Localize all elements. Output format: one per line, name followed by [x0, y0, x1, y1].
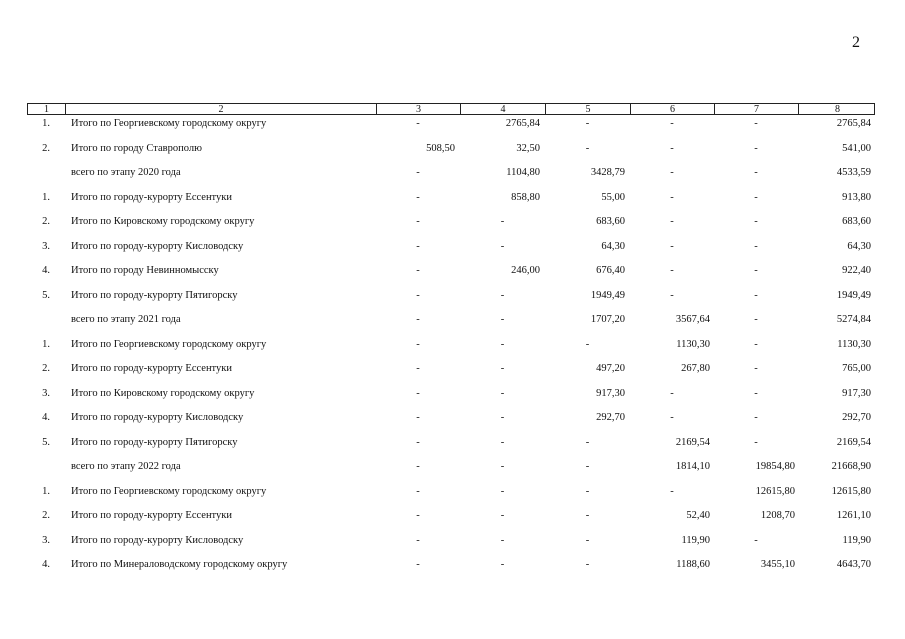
cell-col-5: 676,40 [596, 265, 625, 276]
header-cell-8: 8 [835, 104, 840, 115]
row-number: 3. [42, 387, 50, 399]
table-row [27, 313, 875, 327]
table-row [27, 387, 875, 401]
row-name: Итого по Минераловодскому городскому округу [71, 559, 288, 570]
cell-col-5: 1707,20 [590, 314, 625, 325]
cell-col-6: - [670, 387, 674, 399]
row-name: Итого по городу-курорту Пятигорску [71, 289, 238, 301]
table-row [27, 558, 875, 572]
cell-col-3: - [416, 191, 420, 203]
cell-col-4: 858,80 [511, 191, 540, 203]
cell-col-6: 119,90 [681, 534, 710, 546]
cell-col-7: 1208,70 [760, 510, 795, 521]
row-name: Итого по городу-курорту Ессентуки [71, 363, 232, 374]
cell-col-6: 1130,30 [676, 338, 710, 350]
cell-col-8: 21668,90 [831, 461, 871, 472]
table-row [27, 534, 875, 548]
cell-col-5: - [585, 142, 590, 154]
row-name: всего по этапу 2020 года [71, 167, 181, 178]
cell-col-6: - [670, 412, 674, 423]
row-name: Итого по Георгиевскому городскому округу [71, 338, 267, 350]
cell-col-6: - [670, 118, 674, 129]
row-name: всего по этапу 2022 года [71, 461, 181, 472]
cell-col-8: 119,90 [842, 534, 871, 546]
row-name: Итого по городу-курорту Кисловодску [71, 240, 244, 252]
row-name: всего по этапу 2021 года [71, 314, 181, 325]
cell-col-4: - [500, 485, 505, 497]
row-number: 2. [42, 510, 50, 521]
cell-col-6: 52,40 [686, 510, 710, 521]
row-name: Итого по городу Невинномысску [71, 265, 219, 276]
cell-col-7: - [754, 412, 758, 423]
cell-col-4: - [500, 289, 505, 301]
table-row [27, 166, 875, 180]
row-number: 2. [42, 142, 50, 154]
cell-col-8: 922,40 [842, 265, 871, 276]
row-name: Итого по городу-курорту Кисловодску [71, 534, 244, 546]
cell-col-6: - [670, 142, 674, 154]
cell-col-6: - [670, 191, 674, 203]
cell-col-3: - [416, 387, 420, 399]
cell-col-5: - [585, 118, 590, 129]
cell-col-7: - [754, 534, 758, 546]
cell-col-6: - [670, 289, 674, 301]
cell-col-3: - [416, 314, 420, 325]
cell-col-6: 1814,10 [675, 461, 710, 472]
table-row [27, 436, 875, 450]
table-row [27, 411, 875, 425]
row-number: 2. [42, 363, 50, 374]
table-row [27, 485, 875, 499]
cell-col-3: - [416, 436, 420, 448]
row-name: Итого по городу-курорту Пятигорску [71, 436, 238, 448]
cell-col-5: - [585, 436, 590, 448]
cell-col-3: 508,50 [426, 142, 455, 154]
cell-col-7: - [754, 289, 758, 301]
header-cell-6: 6 [631, 104, 715, 114]
table-row [27, 191, 875, 205]
table-row [27, 142, 875, 156]
cell-col-3: - [416, 534, 420, 546]
cell-col-3: - [416, 363, 420, 374]
cell-col-8: 12615,80 [831, 485, 871, 497]
row-name: Итого по городу-курорту Ессентуки [71, 510, 232, 521]
row-number: 4. [42, 412, 50, 423]
row-name: Итого по городу-курорту Кисловодску [71, 412, 244, 423]
cell-col-8: 1949,49 [836, 289, 871, 301]
table-row [27, 264, 875, 278]
page-number: 2 [852, 34, 860, 51]
cell-col-4: - [500, 363, 505, 374]
cell-col-8: 292,70 [842, 412, 871, 423]
cell-col-6: - [670, 216, 674, 227]
cell-col-8: 2169,54 [836, 436, 871, 448]
cell-col-5: 292,70 [596, 412, 625, 423]
cell-col-5: 64,30 [601, 240, 625, 252]
row-number: 4. [42, 265, 50, 276]
table-header-row [27, 103, 875, 115]
table-row [27, 509, 875, 523]
row-number: 1. [42, 338, 50, 350]
header-cell-4: 4 [461, 104, 546, 114]
cell-col-8: 2765,84 [836, 118, 871, 129]
cell-col-6: - [670, 485, 674, 497]
cell-col-4: - [500, 510, 505, 521]
table-row [27, 289, 875, 303]
cell-col-7: - [754, 240, 758, 252]
cell-col-4: - [500, 412, 505, 423]
cell-col-4: - [500, 314, 505, 325]
cell-col-3: - [416, 559, 420, 570]
cell-col-3: - [416, 412, 420, 423]
row-number: 1. [42, 485, 50, 497]
cell-col-5: 497,20 [596, 363, 625, 374]
cell-col-8: 5274,84 [836, 314, 871, 325]
table-row [27, 117, 875, 131]
header-cell-3: 3 [377, 104, 461, 114]
cell-col-8: 917,30 [842, 387, 871, 399]
cell-col-8: 1130,30 [837, 338, 871, 350]
row-name: Итого по Кировскому городскому округу [71, 216, 255, 227]
cell-col-5: - [585, 485, 590, 497]
cell-col-6: - [670, 167, 674, 178]
cell-col-4: 2765,84 [505, 118, 540, 129]
cell-col-4: - [500, 436, 505, 448]
row-number: 3. [42, 240, 50, 252]
table-row [27, 362, 875, 376]
cell-col-8: 765,00 [842, 363, 871, 374]
cell-col-7: - [754, 265, 758, 276]
cell-col-6: 267,80 [681, 363, 710, 374]
cell-col-6: 1188,60 [676, 559, 710, 570]
cell-col-5: 917,30 [596, 387, 625, 399]
cell-col-3: - [416, 216, 420, 227]
cell-col-5: 3428,79 [590, 167, 625, 178]
cell-col-8: 64,30 [847, 240, 871, 252]
cell-col-7: - [754, 338, 758, 350]
cell-col-3: - [416, 265, 420, 276]
cell-col-3: - [416, 338, 420, 350]
table-row [27, 215, 875, 229]
row-name: Итого по Георгиевскому городскому округу [71, 118, 267, 129]
cell-col-6: 3567,64 [675, 314, 710, 325]
cell-col-5: 683,60 [596, 216, 625, 227]
header-cell-1: 1 [28, 104, 66, 114]
cell-col-4: - [500, 387, 505, 399]
table-row [27, 338, 875, 352]
cell-col-5: - [585, 510, 590, 521]
cell-col-3: - [416, 461, 420, 472]
cell-col-5: 1949,49 [590, 289, 625, 301]
cell-col-5: - [585, 559, 590, 570]
cell-col-3: - [416, 289, 420, 301]
cell-col-5: 55,00 [601, 191, 625, 203]
cell-col-7: - [754, 387, 758, 399]
cell-col-4: - [500, 534, 505, 546]
row-name: Итого по городу-курорту Ессентуки [71, 191, 232, 203]
cell-col-7: 12615,80 [755, 485, 795, 497]
cell-col-8: 4643,70 [836, 559, 871, 570]
cell-col-5: - [585, 534, 590, 546]
cell-col-5: - [585, 461, 590, 472]
cell-col-3: - [416, 167, 420, 178]
cell-col-6: - [670, 240, 674, 252]
cell-col-3: - [416, 485, 420, 497]
cell-col-4: - [500, 216, 505, 227]
row-number: 1. [42, 191, 50, 203]
cell-col-6: 2169,54 [675, 436, 710, 448]
cell-col-7: - [754, 436, 758, 448]
cell-col-4: - [500, 461, 505, 472]
cell-col-3: - [416, 240, 420, 252]
cell-col-8: 4533,59 [836, 167, 871, 178]
cell-col-8: 913,80 [842, 191, 871, 203]
cell-col-4: 1104,80 [506, 167, 540, 178]
row-number: 5. [42, 436, 50, 448]
cell-col-7: - [754, 191, 758, 203]
row-number: 4. [42, 559, 50, 570]
cell-col-7: - [754, 314, 758, 325]
header-cell-2: 2 [66, 104, 377, 114]
cell-col-7: 19854,80 [755, 461, 795, 472]
cell-col-6: - [670, 265, 674, 276]
cell-col-7: - [754, 167, 758, 178]
cell-col-3: - [416, 510, 420, 521]
cell-col-7: - [754, 142, 758, 154]
table-row [27, 460, 875, 474]
row-number: 3. [42, 534, 50, 546]
cell-col-7: - [754, 363, 758, 374]
cell-col-7: - [754, 216, 758, 227]
cell-col-7: - [754, 118, 758, 129]
row-number: 1. [42, 118, 50, 129]
cell-col-3: - [416, 118, 420, 129]
header-cell-7: 7 [715, 104, 799, 114]
cell-col-7: 3455,10 [760, 559, 795, 570]
row-number: 5. [42, 289, 50, 301]
row-name: Итого по Георгиевскому городскому округу [71, 485, 267, 497]
row-name: Итого по Кировскому городскому округу [71, 387, 255, 399]
row-number: 2. [42, 216, 50, 227]
cell-col-8: 1261,10 [836, 510, 871, 521]
cell-col-4: - [500, 338, 505, 350]
cell-col-5: - [585, 338, 590, 350]
cell-col-4: 32,50 [516, 142, 540, 154]
table-row [27, 240, 875, 254]
cell-col-8: 683,60 [842, 216, 871, 227]
cell-col-4: - [500, 559, 505, 570]
row-name: Итого по городу Ставрополю [71, 142, 202, 154]
cell-col-8: 541,00 [842, 142, 871, 154]
cell-col-4: - [500, 240, 505, 252]
header-cell-5: 5 [546, 104, 631, 114]
cell-col-4: 246,00 [511, 265, 540, 276]
